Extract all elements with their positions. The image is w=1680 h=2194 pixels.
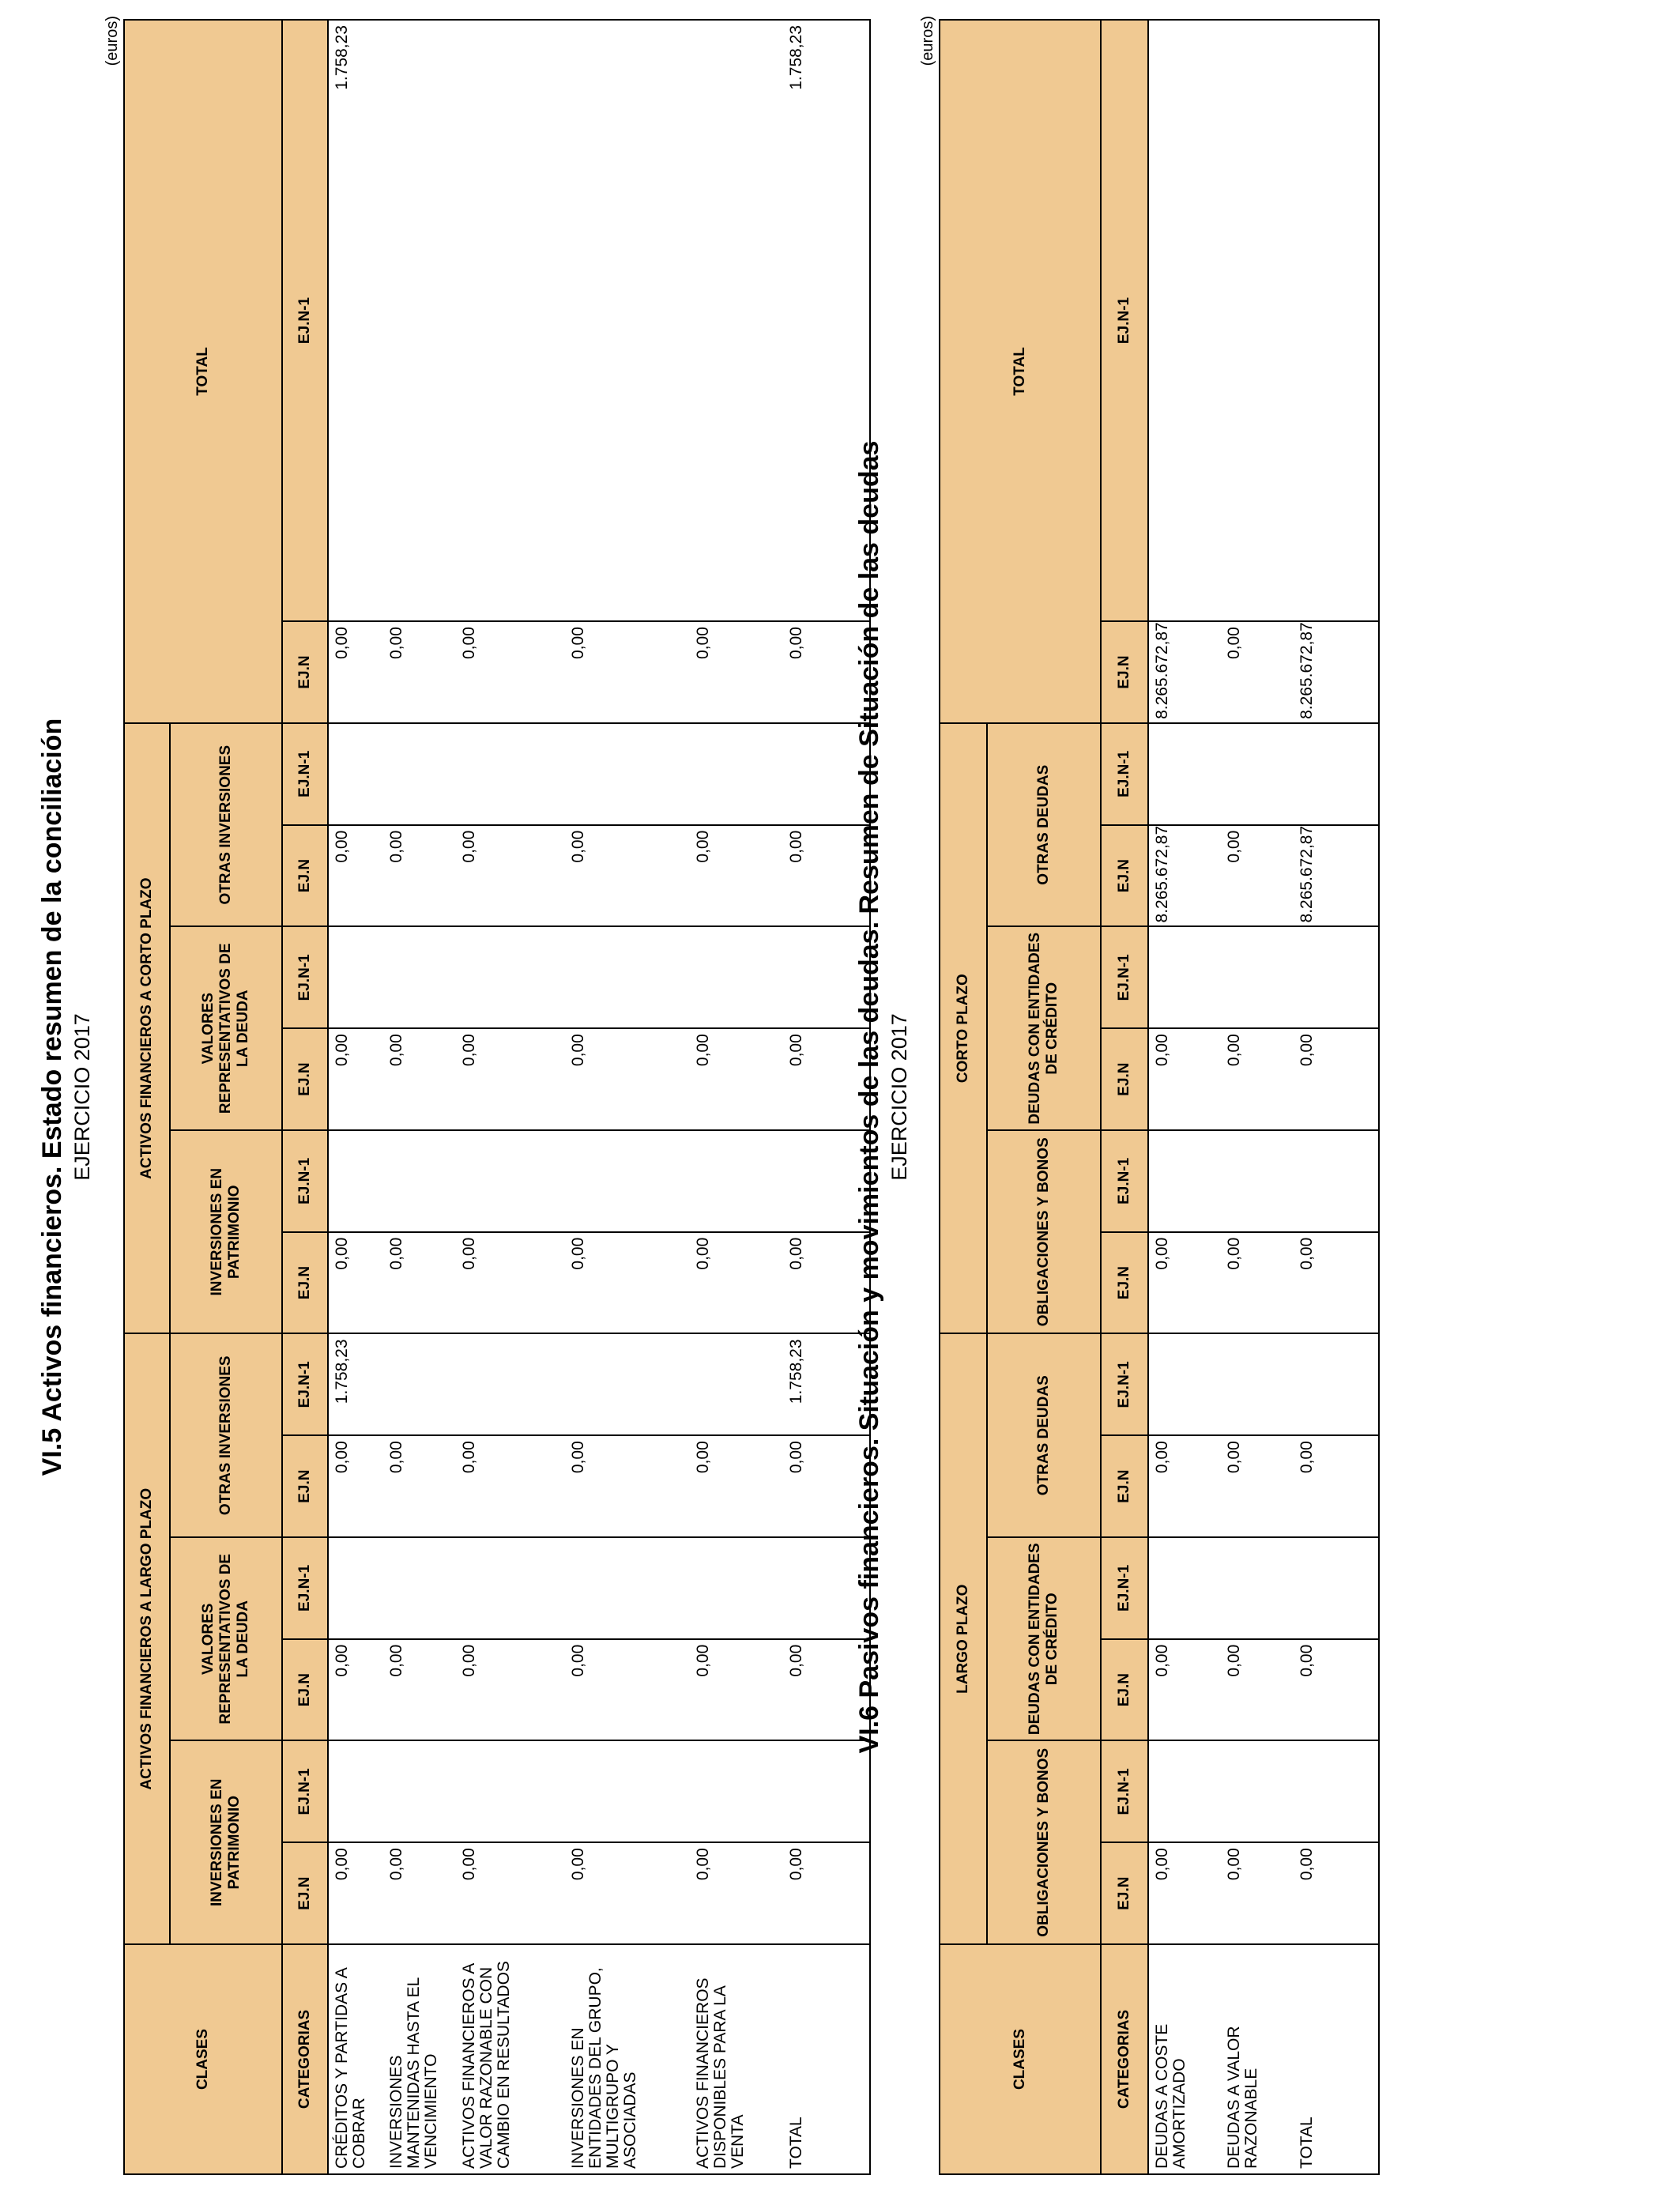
value-cell [1221,1130,1294,1232]
header-corto-plazo: CORTO PLAZO [940,723,987,1334]
value-cell: 0,00 [1221,1232,1294,1334]
header-otras-deudas-lp: OTRAS DEUDAS [987,1333,1101,1537]
table-body [1148,20,1379,2174]
value-cell: 0,00 [328,1842,383,1944]
value-cell: 0,00 [1294,1435,1379,1537]
header-ejn1: EJ.N-1 [282,20,328,621]
value-cell [1294,1537,1379,1639]
row-category: INVERSIONES EN ENTIDADES DEL GRUPO, MULTIGRUPO Y ASOCIADAS [565,1944,690,2174]
value-cell [383,1741,456,1843]
value-cell: 0,00 [565,1639,690,1741]
value-cell: 0,00 [690,1435,783,1537]
value-cell [1294,1741,1379,1843]
table-row [1221,20,1294,2174]
header-ejn: EJ.N [1101,1842,1148,1944]
header-categorias: CATEGORIAS [282,1944,328,2174]
value-cell: 0,00 [328,621,383,723]
table-row [456,20,565,2174]
header-ejn: EJ.N [1101,1028,1148,1130]
row-category: ACTIVOS FINANCIEROS DISPONIBLES PARA LA VENTA [690,1944,783,2174]
section-subtitle: EJERCICIO 2017 [70,1013,94,1181]
header-otras-inversiones-cp: OTRAS INVERSIONES [170,723,282,927]
header-clases: CLASES [124,1944,282,2174]
header-ejn1: EJ.N-1 [1101,926,1148,1028]
value-cell: 0,00 [383,1639,456,1741]
header-deudas-entidades-cp: DEUDAS CON ENTIDADES DE CRÉDITO [987,926,1101,1130]
value-cell: 0,00 [690,1028,783,1130]
value-cell: 0,00 [328,825,383,927]
value-cell [690,1537,783,1639]
value-cell: 0,00 [690,1639,783,1741]
header-ejn: EJ.N [282,1639,328,1741]
value-cell [328,926,383,1028]
pasivos-financieros-table [939,19,1380,2175]
value-cell [1221,20,1294,621]
value-cell: 0,00 [565,1842,690,1944]
table-row [690,20,783,2174]
header-ejn: EJ.N [282,621,328,723]
table-row [1148,20,1221,2174]
header-ejn1: EJ.N-1 [1101,1741,1148,1843]
value-cell: 0,00 [565,1435,690,1537]
value-cell [456,1741,565,1843]
value-cell: 8.265.672,87 [1148,621,1221,723]
header-ejn1: EJ.N-1 [282,723,328,825]
row-category: INVERSIONES MANTENIDAS HASTA EL VENCIMIENTO [383,1944,456,2174]
value-cell: 0,00 [456,1842,565,1944]
value-cell: 0,00 [1294,1232,1379,1334]
value-cell: 0,00 [383,1435,456,1537]
header-deudas-entidades-lp: DEUDAS CON ENTIDADES DE CRÉDITO [987,1537,1101,1741]
value-cell [1294,723,1379,825]
value-cell: 1.758,23 [783,20,870,621]
value-cell [565,1741,690,1843]
value-cell: 0,00 [1221,825,1294,927]
value-cell [1148,1741,1221,1843]
header-inversiones-patrimonio-lp: INVERSIONES EN PATRIMONIO [170,1741,282,1945]
value-cell: 0,00 [1148,1842,1221,1944]
value-cell: 0,00 [383,1842,456,1944]
value-cell: 0,00 [783,1028,870,1130]
value-cell: 0,00 [456,1028,565,1130]
section-vi5 [0,16,805,2178]
value-cell: 0,00 [1221,621,1294,723]
header-ejn1: EJ.N-1 [1101,1537,1148,1639]
header-ejn: EJ.N [282,1842,328,1944]
value-cell: 0,00 [565,621,690,723]
value-cell: 0,00 [1294,1028,1379,1130]
value-cell [690,1333,783,1435]
value-cell: 0,00 [783,621,870,723]
table-row [565,20,690,2174]
value-cell [1294,20,1379,621]
section-title: VI.5 Activos financieros. Estado resumen de la conciliación [37,718,67,1476]
value-cell: 0,00 [456,621,565,723]
value-cell: 0,00 [383,1232,456,1334]
value-cell: 0,00 [690,1232,783,1334]
row-category: DEUDAS A VALOR RAZONABLE [1221,1944,1294,2174]
value-cell [1148,1130,1221,1232]
header-ejn1: EJ.N-1 [1101,1130,1148,1232]
value-cell: 0,00 [690,1842,783,1944]
value-cell [565,1333,690,1435]
value-cell: 0,00 [383,1028,456,1130]
header-valores-representativos-cp: VALORES REPRESENTATIVOS DE LA DEUDA [170,926,282,1130]
value-cell [690,1130,783,1232]
value-cell [690,1741,783,1843]
section-vi6 [853,16,1667,2178]
value-cell [565,1537,690,1639]
value-cell: 0,00 [1221,1435,1294,1537]
value-cell: 0,00 [565,825,690,927]
value-cell: 0,00 [328,1435,383,1537]
value-cell: 0,00 [383,825,456,927]
row-category: ACTIVOS FINANCIEROS A VALOR RAZONABLE CON CAMBIO EN RESULTADOS [456,1944,565,2174]
value-cell [1148,1333,1221,1435]
row-category: TOTAL [1294,1944,1379,2174]
value-cell: 0,00 [328,1028,383,1130]
value-cell: 0,00 [1148,1232,1221,1334]
header-ejn1: EJ.N-1 [282,1537,328,1639]
value-cell: 1.758,23 [328,1333,383,1435]
header-inversiones-patrimonio-cp: INVERSIONES EN PATRIMONIO [170,1130,282,1334]
header-ejn: EJ.N [282,825,328,927]
row-category: DEUDAS A COSTE AMORTIZADO [1148,1944,1221,2174]
header-ejn: EJ.N [282,1232,328,1334]
value-cell [328,1130,383,1232]
table-row [383,20,456,2174]
header-largo-plazo: ACTIVOS FINANCIEROS A LARGO PLAZO [124,1333,170,1944]
header-obligaciones-bonos-lp: OBLIGACIONES Y BONOS [987,1741,1101,1945]
row-category: CRÉDITOS Y PARTIDAS A COBRAR [328,1944,383,2174]
value-cell [1221,1333,1294,1435]
value-cell [328,1741,383,1843]
value-cell [565,926,690,1028]
value-cell: 0,00 [328,1639,383,1741]
value-cell [1148,20,1221,621]
header-obligaciones-bonos-cp: OBLIGACIONES Y BONOS [987,1130,1101,1334]
value-cell [565,1130,690,1232]
value-cell: 0,00 [1221,1028,1294,1130]
header-ejn1: EJ.N-1 [1101,723,1148,825]
value-cell [383,20,456,621]
units-label: (euros) [104,16,121,66]
header-total: TOTAL [940,20,1101,723]
value-cell [1221,723,1294,825]
value-cell: 0,00 [383,621,456,723]
table-row [1294,20,1379,2174]
header-ejn1: EJ.N-1 [282,1130,328,1232]
header-ejn: EJ.N [1101,1639,1148,1741]
value-cell: 0,00 [565,1028,690,1130]
value-cell: 0,00 [1148,1028,1221,1130]
value-cell: 0,00 [456,1232,565,1334]
value-cell [690,926,783,1028]
value-cell: 0,00 [1148,1435,1221,1537]
value-cell [1221,1537,1294,1639]
header-otras-deudas-cp: OTRAS DEUDAS [987,723,1101,927]
row-category: TOTAL [783,1944,870,2174]
value-cell: 8.265.672,87 [1294,621,1379,723]
value-cell [383,1537,456,1639]
value-cell: 0,00 [1221,1842,1294,1944]
value-cell [1294,1333,1379,1435]
value-cell [1221,926,1294,1028]
value-cell [690,20,783,621]
value-cell: 1.758,23 [783,1333,870,1435]
value-cell [1148,723,1221,825]
value-cell [456,926,565,1028]
value-cell [456,1130,565,1232]
value-cell [328,723,383,825]
table-row [328,20,383,2174]
header-total: TOTAL [124,20,282,723]
header-ejn1: EJ.N-1 [282,926,328,1028]
header-ejn1: EJ.N-1 [1101,20,1148,621]
value-cell: 0,00 [783,825,870,927]
header-ejn: EJ.N [1101,1232,1148,1334]
header-ejn: EJ.N [282,1435,328,1537]
value-cell: 0,00 [1221,1639,1294,1741]
value-cell: 0,00 [456,825,565,927]
units-label: (euros) [919,16,936,66]
value-cell: 8.265.672,87 [1294,825,1379,927]
value-cell [565,20,690,621]
value-cell [456,1333,565,1435]
value-cell [328,1537,383,1639]
value-cell: 0,00 [783,1435,870,1537]
value-cell: 0,00 [456,1435,565,1537]
header-categorias: CATEGORIAS [1101,1944,1148,2174]
value-cell [1148,1537,1221,1639]
value-cell [456,723,565,825]
table-body [328,20,870,2174]
value-cell [383,926,456,1028]
header-ejn: EJ.N [1101,825,1148,927]
header-ejn1: EJ.N-1 [282,1741,328,1843]
header-ejn: EJ.N [1101,1435,1148,1537]
value-cell: 0,00 [690,825,783,927]
value-cell [1294,926,1379,1028]
value-cell [1294,1130,1379,1232]
header-valores-representativos-lp: VALORES REPRESENTATIVOS DE LA DEUDA [170,1537,282,1741]
header-corto-plazo: ACTIVOS FINANCIEROS A CORTO PLAZO [124,723,170,1334]
value-cell: 0,00 [328,1232,383,1334]
value-cell: 0,00 [456,1639,565,1741]
value-cell: 0,00 [1148,1639,1221,1741]
activos-financieros-table [123,19,871,2175]
value-cell [690,723,783,825]
value-cell: 0,00 [690,621,783,723]
value-cell: 0,00 [783,1842,870,1944]
value-cell: 1.758,23 [328,20,383,621]
section-subtitle: EJERCICIO 2017 [887,1013,911,1181]
header-ejn: EJ.N [282,1028,328,1130]
header-clases: CLASES [940,1944,1101,2174]
value-cell: 0,00 [783,1639,870,1741]
value-cell [1221,1741,1294,1843]
header-largo-plazo: LARGO PLAZO [940,1333,987,1944]
header-ejn1: EJ.N-1 [282,1333,328,1435]
value-cell: 8.265.672,87 [1148,825,1221,927]
value-cell [1148,926,1221,1028]
value-cell: 0,00 [783,1232,870,1334]
value-cell [383,1130,456,1232]
value-cell [383,1333,456,1435]
header-otras-inversiones-lp: OTRAS INVERSIONES [170,1333,282,1537]
value-cell: 0,00 [1294,1842,1379,1944]
section-title: VI.6 Pasivos financieros. Situación y movimientos de las deudas. Resumen de Situación de las deudas [854,440,884,1754]
header-ejn: EJ.N [1101,621,1148,723]
header-ejn1: EJ.N-1 [1101,1333,1148,1435]
value-cell: 0,00 [565,1232,690,1334]
value-cell [565,723,690,825]
value-cell [383,723,456,825]
value-cell: 0,00 [1294,1639,1379,1741]
value-cell [456,20,565,621]
value-cell [456,1537,565,1639]
